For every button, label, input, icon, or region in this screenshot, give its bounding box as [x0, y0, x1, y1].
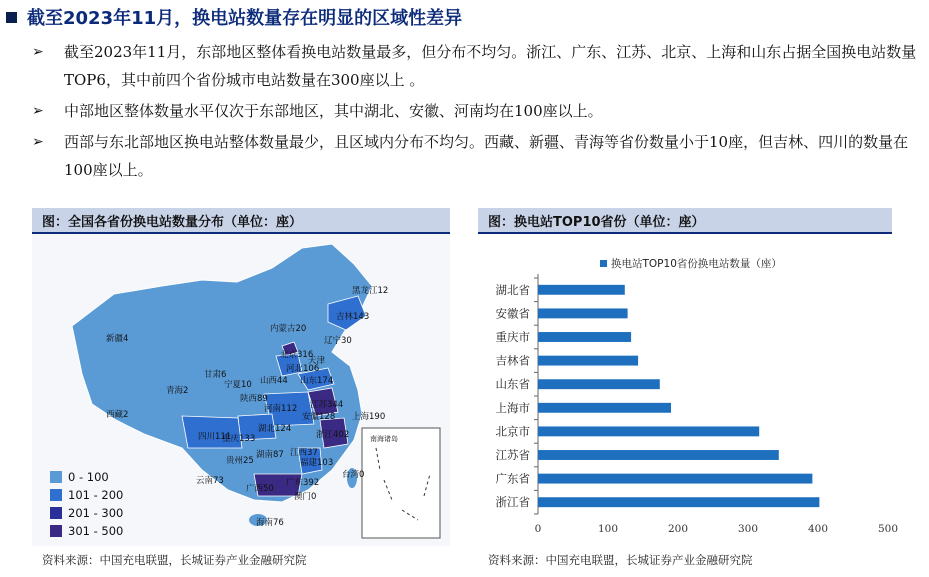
map-label: 澳门0 [294, 492, 317, 502]
bullet-item [30, 97, 929, 125]
x-tick-label: 100 [597, 523, 619, 535]
bullet-item [30, 38, 929, 94]
bar-北京市 [538, 426, 759, 436]
bar-江苏省 [538, 450, 779, 460]
map-label: 吉林143 [336, 312, 370, 322]
map-label: 西藏2 [106, 410, 129, 420]
x-tick-label: 200 [667, 523, 689, 535]
legend-item [50, 486, 123, 504]
legend-label: 0 - 100 [68, 470, 109, 484]
chart-legend-label: 换电站TOP10省份换电站数量（座） [611, 258, 782, 270]
page-title: 截至2023年11月，换电站数量存在明显的区域性差异 [27, 8, 463, 29]
chart-source: 资料来源：中国充电联盟，长城证券产业金融研究院 [488, 553, 753, 567]
x-tick-label: 300 [737, 523, 759, 535]
map-label: 山东174 [300, 376, 334, 386]
map-label: 辽宁30 [324, 336, 352, 346]
x-tick-label: 500 [877, 523, 899, 535]
bar-湖北省 [538, 285, 625, 295]
map-label: 天津 [308, 356, 326, 366]
bar-山东省 [538, 379, 660, 389]
bar-重庆市 [538, 332, 631, 342]
bar-浙江省 [538, 497, 819, 507]
map-label: 上海190 [352, 412, 386, 422]
map-label: 台湾0 [342, 470, 365, 480]
legend-item [50, 522, 123, 540]
legend-label: 201 - 300 [68, 506, 124, 520]
map-label: 南海诸岛 [370, 435, 398, 443]
map-legend [50, 468, 123, 540]
legend-swatch [600, 260, 607, 267]
legend-swatch [50, 489, 62, 501]
arrow-icon: ➢ [32, 103, 44, 119]
chart-panel-rule [478, 232, 892, 234]
map-label: 宁夏10 [224, 380, 252, 390]
map-label: 浙江402 [316, 430, 350, 440]
y-tick-label: 安徽省 [495, 306, 530, 321]
map-source: 资料来源：中国充电联盟，长城证券产业金融研究院 [42, 553, 307, 567]
map-label: 内蒙古20 [270, 324, 307, 334]
y-tick-label: 广东省 [495, 471, 530, 486]
map-label: 云南73 [196, 476, 224, 486]
title-square-icon [6, 12, 17, 23]
map-label: 陕西89 [240, 394, 268, 404]
map-label: 福建103 [300, 458, 334, 468]
y-tick-label: 浙江省 [495, 495, 530, 510]
map-label: 重庆133 [222, 434, 256, 444]
map-label: 湖北124 [258, 424, 292, 434]
bullet-item [30, 128, 929, 184]
map-label: 江西37 [290, 448, 318, 458]
legend-label: 101 - 200 [68, 488, 124, 502]
map-label: 甘肃6 [204, 370, 227, 380]
map-label: 新疆4 [106, 334, 129, 344]
map-label: 黑龙江12 [352, 286, 389, 296]
map-label: 四川111 [198, 432, 232, 442]
title-row [6, 4, 462, 30]
map-label: 广西50 [246, 484, 274, 494]
y-tick-label: 湖北省 [495, 282, 530, 297]
bar-安徽省 [538, 308, 628, 318]
map-label: 安徽128 [302, 412, 336, 422]
legend-swatch [50, 471, 62, 483]
arrow-icon: ➢ [32, 44, 44, 60]
y-tick-label: 吉林省 [495, 353, 530, 368]
map-label: 山西44 [260, 376, 288, 386]
map-label: 贵州25 [226, 456, 254, 466]
chart-panel-header: 图：换电站TOP10省份（单位：座） [478, 208, 892, 232]
bullet-list [30, 38, 929, 187]
y-tick-label: 江苏省 [495, 448, 530, 462]
bullet-text: 截至2023年11月，东部地区整体看换电站数量最多，但分布不均匀。浙江、广东、江苏、北京、上海和山东占据全国换电站数量TOP6，其中前四个省份城市电站数量在300座以上 。 [64, 43, 917, 89]
bar-上海市 [538, 403, 671, 413]
map-label: 海南76 [256, 518, 284, 528]
map-label: 广东392 [286, 478, 320, 488]
y-tick-label: 北京市 [495, 424, 530, 439]
south-sea-inset [362, 428, 440, 538]
y-tick-label: 山东省 [495, 377, 530, 392]
map-label: 湖南87 [256, 450, 284, 460]
map-panel-header: 图：全国各省份换电站数量分布（单位：座） [32, 208, 450, 232]
x-tick-label: 400 [807, 523, 829, 535]
legend-swatch [50, 507, 62, 519]
bullet-text: 中部地区整体数量水平仅次于东部地区，其中湖北、安徽、河南均在100座以上。 [64, 102, 603, 120]
y-tick-label: 重庆市 [495, 330, 530, 344]
map-label: 江苏344 [310, 400, 344, 410]
legend-swatch [50, 525, 62, 537]
bar-吉林省 [538, 356, 638, 366]
map-label: 北京316 [280, 350, 314, 360]
legend-label: 301 - 500 [68, 524, 124, 538]
bullet-text: 西部与东北部地区换电站整体数量最少，且区域内分布不均匀。西藏、新疆、青海等省份数量小于10座，但吉林、四川的数量在100座以上。 [64, 133, 909, 179]
y-tick-label: 上海市 [495, 400, 530, 415]
map-label: 河南112 [264, 404, 298, 414]
arrow-icon: ➢ [32, 134, 44, 150]
map-label: 河北106 [286, 364, 320, 374]
legend-item [50, 504, 123, 522]
bar-广东省 [538, 474, 812, 484]
legend-item [50, 468, 123, 486]
map-label: 青海2 [166, 386, 189, 396]
x-tick-label: 0 [534, 523, 542, 535]
top10-bar-chart [478, 240, 918, 540]
